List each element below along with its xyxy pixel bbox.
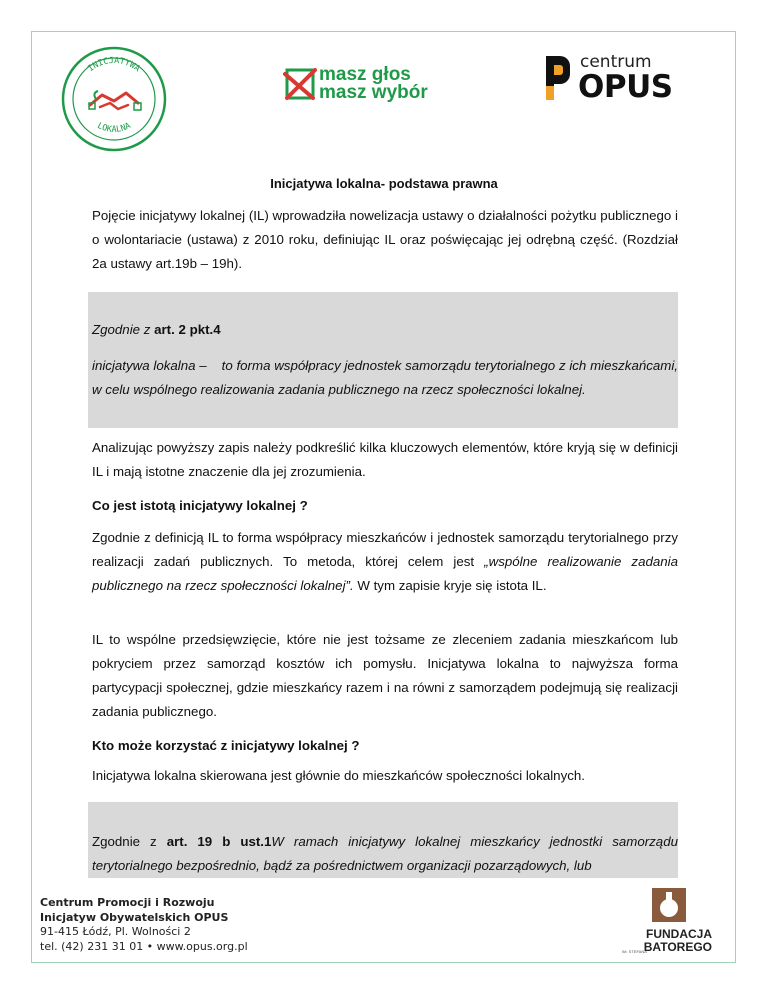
footer-line2: Inicjatyw Obywatelskich OPUS — [40, 910, 229, 924]
centrum-opus-logo — [540, 52, 673, 107]
footer-address — [40, 896, 280, 954]
document-title: Inicjatywa lokalna- podstawa prawna — [270, 176, 498, 191]
masz-glos-logo — [283, 62, 443, 106]
heading-who: Kto może korzystać z inicjatywy lokalnej ? — [92, 738, 360, 753]
centrum-label: centrum — [580, 52, 652, 72]
box1-article-ref: art. 2 pkt.4 — [154, 322, 221, 337]
opus-mark-icon — [540, 52, 574, 104]
box2-body: W ramach inicjatywy lokalnej mieszkańcy jednostki samorządu terytorialnego bezpośrednio, bądź za pośrednictwem organizacji pozarządowych, lub — [92, 834, 678, 873]
definition-term: inicjatywa lokalna – — [92, 358, 211, 373]
intro-paragraph — [92, 204, 678, 276]
fundacja-batorego-logo — [622, 888, 712, 958]
handshake-icon — [89, 91, 141, 110]
analysis-text: Analizując powyższy zapis należy podkreślić kilka kluczowych elementów, które kryją się w definicji IL i mają istotne znaczenie dla jej zrozumienia. — [92, 440, 678, 479]
definition-text — [92, 354, 678, 402]
ballot-check-icon — [283, 64, 319, 104]
opus-label: OPUS — [578, 69, 673, 105]
definition-ref-line — [92, 318, 678, 342]
logo-top-text: INICJATYWA — [86, 55, 142, 75]
intro-text: Pojęcie inicjatywy lokalnej (IL) wprowadziła nowelizacja ustawy o działalności pożytku publicznego i o wolontariacie (ustawa) z 2010 roku, definiując IL oraz poświęcając jej odrębną część. (Rozdział 2a ustawy art.19b – 19h). — [92, 208, 678, 271]
batorego-label: BATOREGO — [643, 940, 712, 954]
box1-prefix: Zgodnie z — [92, 322, 155, 337]
logo-bottom-text: LOKALNA — [95, 121, 133, 135]
footer-line3: 91-415 Łódź, Pl. Wolności 2 — [40, 925, 191, 938]
fundacja-small-label: IM. STEFANA — [622, 949, 647, 954]
fundacja-mark-icon — [652, 888, 686, 928]
footer-line4: tel. (42) 231 31 01 • www.opus.org.pl — [40, 939, 248, 953]
box2-article-ref: art. 19 b ust.1 — [166, 834, 272, 849]
masz-glos-line2: masz wybór — [319, 82, 428, 103]
essence-paragraph — [92, 526, 678, 598]
target-text: Inicjatywa lokalna skierowana jest głównie do mieszkańców społeczności lokalnych. — [92, 768, 585, 783]
target-paragraph — [92, 764, 678, 788]
essence-text-start: Zgodnie z definicją IL to forma współpracy mieszkańców i jednostek samorządu terytorialnego przy realizacji zadań publicznych. To metoda, której celem jest — [92, 530, 678, 569]
essence-quote: „wspólne realizowanie zadania publicznego na rzecz społeczności lokalnej”. — [92, 554, 679, 593]
definition-body: to forma współpracy jednostek samorządu terytorialnego z ich mieszkańcami, w celu wspólnego realizowania zadania publicznego na rzecz społeczności lokalnej. — [92, 358, 678, 397]
inicjatywa-lokalna-logo — [60, 45, 168, 153]
footer-line1: Centrum Promocji i Rozwoju — [40, 896, 215, 909]
essence-text-end: W tym zapisie kryje się istota IL. — [353, 578, 547, 593]
article-text — [92, 830, 678, 878]
analysis-paragraph — [92, 436, 678, 484]
joint-project-paragraph — [92, 628, 678, 724]
heading-essence: Co jest istotą inicjatywy lokalnej ? — [92, 498, 308, 513]
fundacja-label: FUNDACJA — [646, 927, 712, 941]
masz-glos-line1: masz głos — [319, 64, 411, 85]
joint-project-text: IL to wspólne przedsięwzięcie, które nie jest tożsame ze zleceniem zadania mieszkańcom lub pokryciem przez samorząd kosztów ich pomysłu. Inicjatywa lokalna to najwyższa forma partycypacji społecznej, gdzie mieszkańcy razem i na równi z samorządem podejmują się realizacji zadania publicznego. — [92, 632, 678, 719]
box2-prefix: Zgodnie z — [92, 834, 167, 849]
